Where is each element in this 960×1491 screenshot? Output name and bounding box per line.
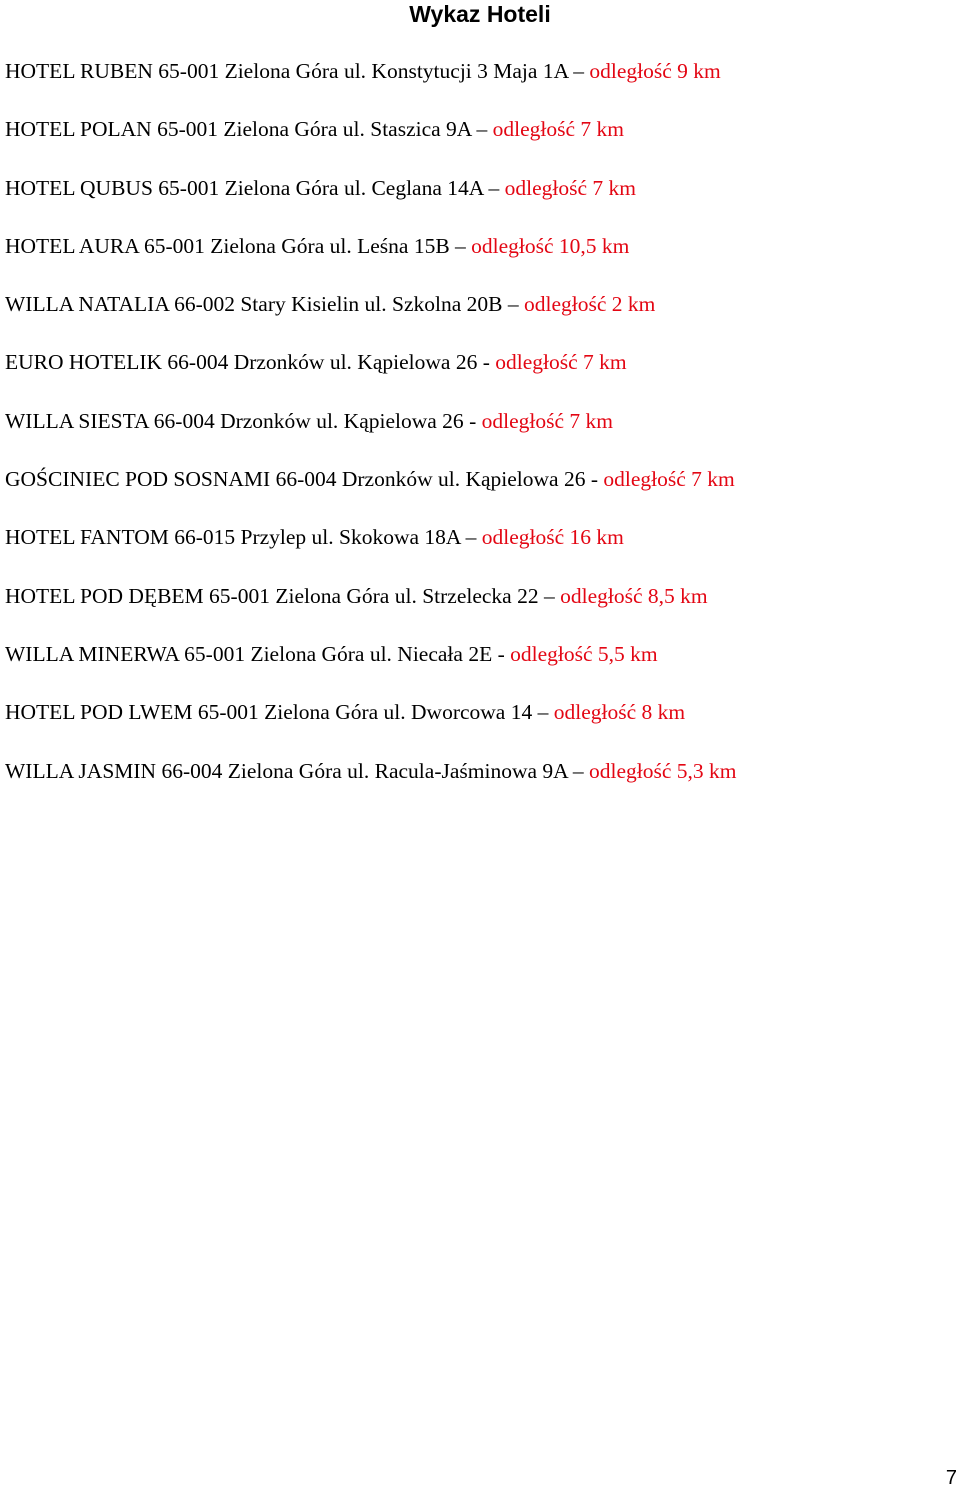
hotel-distance: odległość 10,5 km xyxy=(471,233,630,258)
list-item xyxy=(5,231,736,289)
separator: – xyxy=(465,525,477,550)
hotel-address: 65-001 Zielona Góra ul. Konstytucji 3 Maja 1A xyxy=(158,59,568,83)
hotel-address: 66-004 Zielona Góra ul. Racula-Jaśminowa 9A xyxy=(161,758,568,783)
hotel-distance: odległość 8 km xyxy=(553,700,686,725)
list-item xyxy=(5,581,736,639)
hotel-name: HOTEL POLAN xyxy=(5,117,152,142)
hotel-name: HOTEL AURA xyxy=(5,233,139,258)
hotel-address: 65-001 Zielona Góra ul. Niecała 2E xyxy=(184,641,493,666)
hotel-distance: odległość 7 km xyxy=(603,467,735,492)
hotel-address: 66-002 Stary Kisielin ul. Szkolna 20B xyxy=(174,292,503,317)
list-item xyxy=(5,347,736,405)
separator: - xyxy=(482,350,490,375)
hotel-name: HOTEL QUBUS xyxy=(5,175,153,200)
hotel-distance: odległość 16 km xyxy=(481,525,624,550)
hotel-address: 66-004 Drzonków ul. Kąpielowa 26 xyxy=(275,467,586,492)
hotel-address: 65-001 Zielona Góra ul. Ceglana 14A xyxy=(158,175,484,200)
list-item xyxy=(5,464,736,522)
hotel-distance: odległość 5,5 km xyxy=(510,641,658,666)
list-item xyxy=(5,639,736,697)
list-item xyxy=(5,56,736,114)
hotel-address: 65-001 Zielona Góra ul. Strzelecka 22 xyxy=(209,583,539,608)
hotel-address: 66-004 Drzonków ul. Kąpielowa 26 xyxy=(167,350,478,375)
list-item xyxy=(5,173,736,231)
hotel-name: WILLA MINERWA xyxy=(5,641,179,666)
hotel-name: HOTEL POD DĘBEM xyxy=(5,583,204,608)
separator: – xyxy=(543,583,555,608)
separator: - xyxy=(590,467,599,492)
separator: – xyxy=(507,292,519,317)
hotel-distance: odległość 7 km xyxy=(495,350,627,375)
hotel-address: 66-015 Przylep ul. Skokowa 18A xyxy=(174,525,461,550)
list-item xyxy=(5,289,736,347)
list-item xyxy=(5,697,736,755)
hotel-address: 65-001 Zielona Góra ul. Staszica 9A xyxy=(157,117,472,142)
hotel-name: WILLA NATALIA xyxy=(5,292,169,317)
hotel-distance: odległość 7 km xyxy=(492,117,625,142)
hotel-name: WILLA SIESTA xyxy=(5,408,149,433)
hotel-distance: odległość 7 km xyxy=(481,408,613,433)
separator: - xyxy=(469,408,477,433)
separator: – xyxy=(488,175,500,200)
hotel-list xyxy=(5,56,736,814)
hotel-address: 65-001 Zielona Góra ul. Leśna 15B xyxy=(143,233,450,258)
hotel-distance: odległość 9 km xyxy=(589,59,721,83)
hotel-distance: odległość 8,5 km xyxy=(560,583,708,608)
hotel-address: 65-001 Zielona Góra ul. Dworcowa 14 xyxy=(197,700,533,725)
hotel-name: HOTEL RUBEN xyxy=(5,59,153,83)
separator: – xyxy=(537,700,549,725)
separator: - xyxy=(497,641,505,666)
page-title: Wykaz Hoteli xyxy=(409,1,551,27)
page-number: 7 xyxy=(945,1467,957,1489)
separator: – xyxy=(573,59,585,83)
hotel-name: HOTEL POD LWEM xyxy=(5,700,193,725)
separator: – xyxy=(455,233,466,258)
list-item xyxy=(5,406,736,464)
hotel-name: GOŚCINIEC POD SOSNAMI xyxy=(5,467,271,492)
hotel-distance: odległość 5,3 km xyxy=(588,758,737,783)
hotel-distance: odległość 7 km xyxy=(504,175,636,200)
hotel-address: 66-004 Drzonków ul. Kąpielowa 26 xyxy=(153,408,464,433)
separator: – xyxy=(572,758,584,783)
list-item xyxy=(5,522,736,580)
hotel-name: EURO HOTELIK xyxy=(5,350,163,375)
hotel-distance: odległość 2 km xyxy=(524,292,656,317)
hotel-name: WILLA JASMIN xyxy=(5,758,157,783)
hotel-name: HOTEL FANTOM xyxy=(5,525,169,550)
list-item xyxy=(5,756,736,814)
list-item xyxy=(5,114,736,172)
separator: – xyxy=(476,117,488,142)
